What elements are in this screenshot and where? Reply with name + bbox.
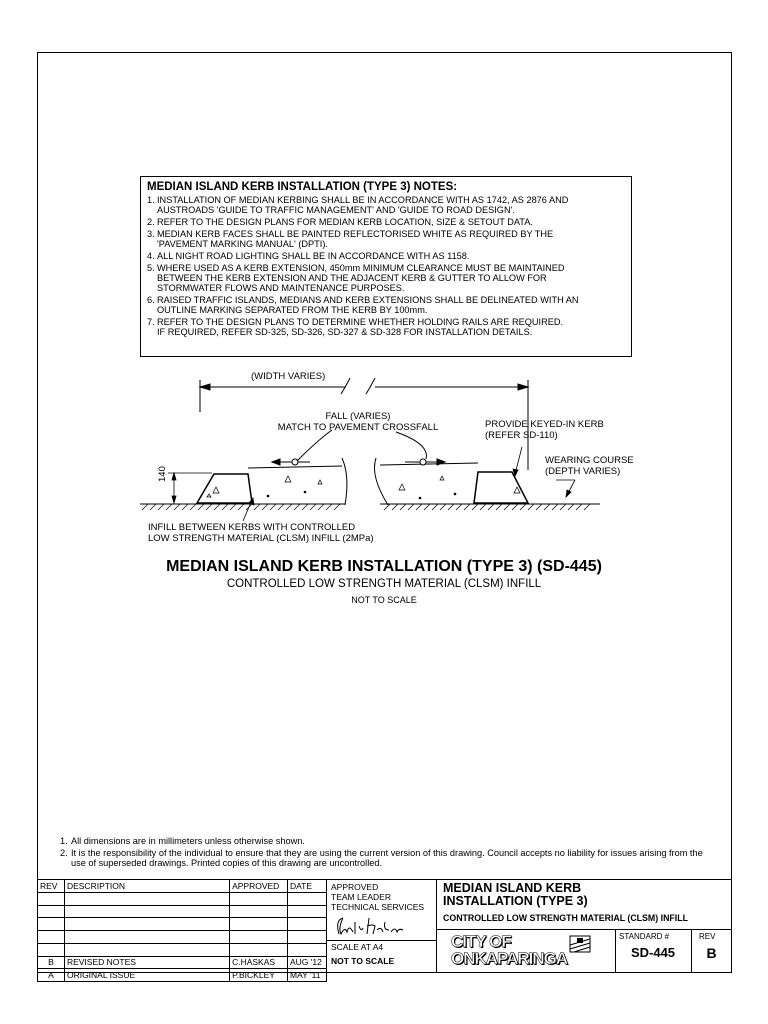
- revision-approved: C.HASKAS: [230, 956, 288, 969]
- note-number: 7.: [147, 317, 155, 327]
- empty-cell: [64, 892, 229, 905]
- title-block: [37, 879, 732, 981]
- divider: [327, 940, 437, 941]
- empty-cell: [288, 918, 327, 931]
- notes-title: MEDIAN ISLAND KERB INSTALLATION (TYPE 3) NOTES:: [147, 181, 458, 193]
- revision-date: MAY '11: [288, 969, 327, 982]
- empty-cell: [64, 905, 229, 918]
- rev-value: B: [706, 945, 717, 961]
- right-kerb: [474, 472, 528, 503]
- logo-line-2: ONKAPARINGA: [451, 949, 568, 968]
- general-note-number: 1.: [60, 836, 68, 846]
- general-note-text: All dimensions are in millimeters unless otherwise shown.: [71, 836, 305, 846]
- empty-cell: [288, 943, 327, 956]
- empty-cell: [230, 905, 288, 918]
- revision-row: [38, 956, 327, 969]
- empty-cell: [288, 931, 327, 944]
- note-number: 5.: [147, 263, 155, 273]
- clsm-infill: [248, 458, 478, 505]
- note-text: REFER TO THE DESIGN PLANS TO DETERMINE WHETHER HOLDING RAILS ARE REQUIRED. IF REQUIRED, REFER SD-325, SD-326, SD-327 & SD-328 FOR INSTALLATION DETAILS.: [157, 317, 564, 337]
- standard-label: STANDARD #: [619, 932, 670, 941]
- ground-line: [140, 504, 600, 510]
- empty-cell: [38, 918, 65, 931]
- divider: [437, 929, 732, 930]
- logo-emblem-icon: [569, 935, 591, 953]
- empty-cell: [230, 892, 288, 905]
- general-note-number: 2.: [60, 847, 68, 858]
- infill-label: INFILL BETWEEN KERBS WITH CONTROLLED LOW STRENGTH MATERIAL (CLSM) INFILL (2MPa): [148, 522, 374, 544]
- empty-cell: [64, 918, 229, 931]
- table-row: [38, 892, 327, 905]
- table-row: [38, 931, 327, 944]
- drawing-subtitle: CONTROLLED LOW STRENGTH MATERIAL (CLSM) INFILL: [443, 913, 688, 923]
- figure-scale: NOT TO SCALE: [351, 595, 417, 605]
- figure-subtitle: CONTROLLED LOW STRENGTH MATERIAL (CLSM) INFILL: [226, 578, 542, 590]
- approver-role: TEAM LEADER TECHNICAL SERVICES: [331, 892, 425, 912]
- note-text: INSTALLATION OF MEDIAN KERBING SHALL BE IN ACCORDANCE WITH AS 1742, AS 2876 AND AUSTROADS 'GUIDE TO TRAFFIC MANAGEMENT' AND 'GUIDE TO ROAD DESIGN'.: [157, 195, 569, 215]
- empty-cell: [38, 943, 65, 956]
- figure-title: MEDIAN ISLAND KERB INSTALLATION (TYPE 3) (SD-445): [166, 558, 602, 575]
- empty-cell: [230, 943, 288, 956]
- general-note-text: It is the responsibility of the individual to ensure that they are using the current version of this drawing. Council accepts no liability for issues arising from the use of superseded drawings. Printed copies of this drawing are uncontrolled.: [71, 847, 703, 868]
- note-number: 2.: [147, 217, 155, 227]
- note-number: 6.: [147, 295, 155, 305]
- note-text: WHERE USED AS A KERB EXTENSION, 450mm MINIMUM CLEARANCE MUST BE MAINTAINED BETWEEN THE KERB EXTENSION AND THE ADJACENT KERB & GUTTER TO ALLOW FOR STORMWATER FLOWS AND MAINTENANCE PURPOSES.: [157, 263, 565, 293]
- rev-label: REV: [699, 932, 716, 941]
- approved-label: APPROVED: [331, 882, 379, 892]
- revision-rev: A: [38, 969, 65, 982]
- table-row: [38, 905, 327, 918]
- description-header: DESCRIPTION: [64, 880, 229, 893]
- leader-lines: [243, 447, 575, 521]
- table-row: [38, 943, 327, 956]
- signature: [333, 914, 413, 940]
- kerb-height-dimension-label: 140: [157, 466, 168, 482]
- note-text: ALL NIGHT ROAD LIGHTING SHALL BE IN ACCORDANCE WITH AS 1158.: [157, 251, 470, 261]
- note-text: MEDIAN KERB FACES SHALL BE PAINTED REFLECTORISED WHITE AS REQUIRED BY THE 'PAVEMENT MARKING MANUAL' (DPTI).: [157, 229, 554, 249]
- general-notes: [60, 836, 720, 870]
- empty-cell: [230, 918, 288, 931]
- empty-cell: [64, 931, 229, 944]
- revision-description: ORIGINAL ISSUE: [64, 969, 229, 982]
- logo-line-1: CITY OF: [451, 932, 511, 951]
- revision-description: REVISED NOTES: [64, 956, 229, 969]
- note-text: RAISED TRAFFIC ISLANDS, MEDIANS AND KERB EXTENSIONS SHALL BE DELINEATED WITH AN OUTLINE MARKING SEPARATED FROM THE KERB BY 100mm.: [157, 295, 579, 315]
- left-kerb: [197, 474, 252, 503]
- general-note: [60, 836, 720, 847]
- empty-cell: [38, 892, 65, 905]
- empty-cell: [64, 943, 229, 956]
- width-varies-label: (WIDTH VARIES): [251, 371, 326, 382]
- wearing-course-label: WEARING COURSE (DEPTH VARIES): [545, 455, 634, 477]
- note-number: 1.: [147, 195, 155, 205]
- revision-header-row: [38, 880, 327, 893]
- note-text: REFER TO THE DESIGN PLANS FOR MEDIAN KERB LOCATION, SIZE & SETOUT DATA.: [157, 217, 533, 227]
- note-number: 4.: [147, 251, 155, 261]
- fall-arrows: [272, 430, 445, 465]
- approved-header: APPROVED: [230, 880, 288, 893]
- general-note: [60, 848, 720, 869]
- empty-cell: [288, 905, 327, 918]
- revision-table: [37, 879, 327, 982]
- drawing-title-box: [437, 879, 732, 973]
- standard-number: SD-445: [630, 945, 676, 960]
- council-logo: [451, 933, 601, 971]
- revision-rev: B: [38, 956, 65, 969]
- scale-value: NOT TO SCALE: [331, 956, 395, 966]
- rev-header: REV: [38, 880, 65, 893]
- fall-label: FALL (VARIES) MATCH TO PAVEMENT CROSSFALL: [277, 411, 439, 433]
- table-row: [38, 918, 327, 931]
- approval-box: [327, 879, 437, 973]
- note-number: 3.: [147, 229, 155, 239]
- revision-approved: P.BICKLEY: [230, 969, 288, 982]
- keyed-in-kerb-label: PROVIDE KEYED-IN KERB (REFER SD-110): [485, 419, 604, 441]
- scale-label: SCALE AT A4: [331, 942, 384, 952]
- revision-date: AUG '12: [288, 956, 327, 969]
- date-header: DATE: [288, 880, 327, 893]
- empty-cell: [38, 931, 65, 944]
- empty-cell: [288, 892, 327, 905]
- drawing-title: MEDIAN ISLAND KERB INSTALLATION (TYPE 3): [443, 881, 588, 908]
- revision-row: [38, 969, 327, 982]
- empty-cell: [230, 931, 288, 944]
- empty-cell: [38, 905, 65, 918]
